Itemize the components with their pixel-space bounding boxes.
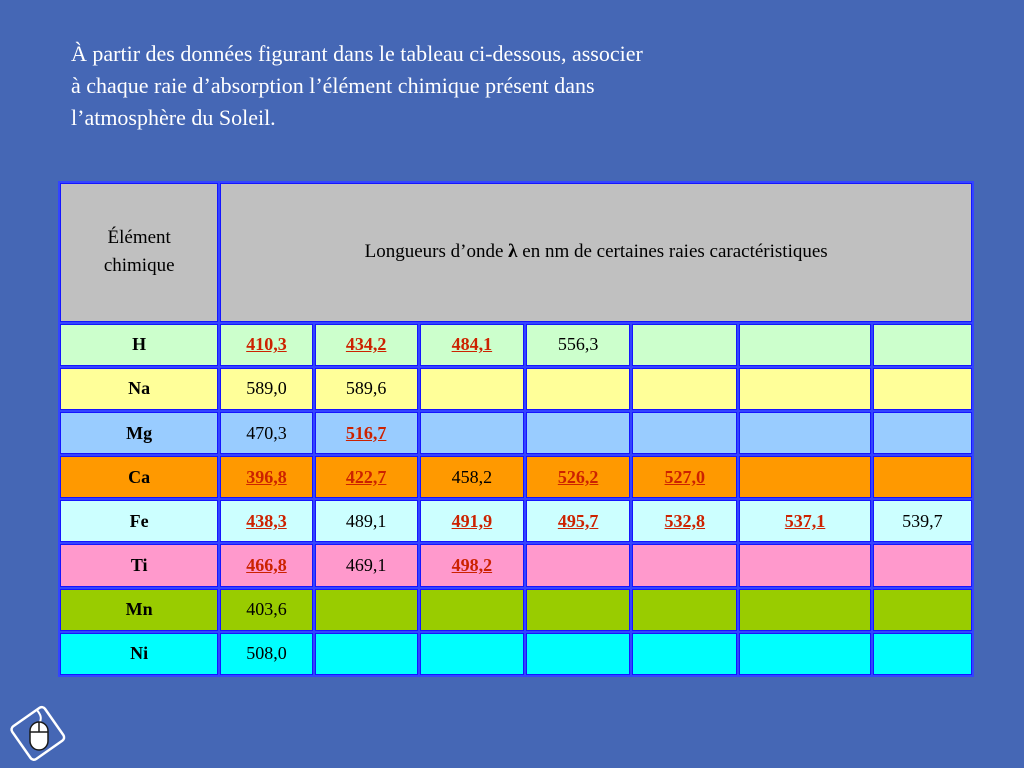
table-header-row	[60, 183, 972, 322]
wavelength-cell	[739, 500, 870, 542]
wavelength-cell	[526, 456, 630, 498]
wavelength-value: 495,7	[557, 510, 599, 531]
wavelength-cell	[632, 412, 737, 454]
wavelength-cell	[220, 500, 312, 542]
wavelength-value: 438,3	[246, 510, 287, 531]
wavelength-cell	[632, 544, 737, 586]
instructions-text	[71, 38, 851, 134]
element-cell: Mn	[60, 589, 218, 631]
wavelength-cell	[315, 456, 418, 498]
wavelength-cell	[315, 324, 418, 366]
header-wavelength-pre: Longueurs d’onde	[364, 241, 509, 263]
wavelength-cell	[220, 412, 312, 454]
header-element-cell	[60, 183, 218, 322]
wavelength-cell	[315, 544, 418, 586]
instructions-line-2: à chaque raie d’absorption l’élément chimique présent dans	[71, 73, 595, 98]
wavelength-cell	[526, 544, 630, 586]
wavelength-cell	[873, 412, 972, 454]
wavelength-cell	[632, 456, 737, 498]
wavelength-value: 532,8	[664, 510, 706, 531]
wavelength-cell	[315, 589, 418, 631]
wavelength-value: 434,2	[345, 334, 387, 355]
wavelength-value: 489,1	[345, 510, 387, 531]
wavelength-value: 491,9	[451, 510, 493, 531]
wavelength-cell	[739, 368, 870, 410]
wavelength-value: 484,1	[451, 334, 493, 355]
wavelength-cell	[420, 633, 524, 675]
wavelength-cell	[420, 324, 524, 366]
wavelength-value: 469,1	[345, 555, 387, 576]
wavelength-cell	[526, 412, 630, 454]
wavelength-value: 403,6	[246, 599, 287, 620]
element-cell: Mg	[60, 412, 218, 454]
wavelength-cell	[873, 544, 972, 586]
wavelength-cell	[632, 368, 737, 410]
table-row-ni	[60, 633, 972, 675]
wavelength-cell	[526, 500, 630, 542]
wavelength-cell	[315, 368, 418, 410]
wavelength-value: 466,8	[246, 555, 287, 576]
wavelength-value: 537,1	[784, 510, 826, 531]
wavelength-cell	[526, 589, 630, 631]
wavelength-value: 410,3	[246, 334, 287, 355]
wavelength-value: 539,7	[902, 510, 943, 531]
wavelength-value: 516,7	[345, 422, 387, 443]
spectral-lines-table	[58, 181, 974, 677]
wavelength-cell	[739, 633, 870, 675]
table-row-mn	[60, 589, 972, 631]
wavelength-cell	[315, 633, 418, 675]
header-element-line-2: chimique	[103, 255, 175, 277]
lambda-symbol: λ	[508, 241, 518, 263]
wavelength-cell	[315, 500, 418, 542]
instructions-line-1: À partir des données figurant dans le tableau ci-dessous, associer	[71, 41, 643, 66]
table-row-ti	[60, 544, 972, 586]
mouse-icon[interactable]	[4, 700, 70, 764]
wavelength-cell	[420, 412, 524, 454]
wavelength-value: 556,3	[557, 334, 599, 355]
wavelength-cell	[873, 368, 972, 410]
wavelength-cell	[420, 368, 524, 410]
wavelength-cell	[739, 324, 870, 366]
wavelength-cell	[420, 589, 524, 631]
wavelength-cell	[873, 500, 972, 542]
wavelength-cell	[632, 324, 737, 366]
element-cell: Ti	[60, 544, 218, 586]
wavelength-cell	[220, 368, 312, 410]
element-cell: Ca	[60, 456, 218, 498]
wavelength-cell	[526, 324, 630, 366]
wavelength-value: 498,2	[451, 555, 493, 576]
wavelength-cell	[739, 456, 870, 498]
wavelength-value: 422,7	[345, 466, 387, 487]
wavelength-value: 458,2	[451, 466, 493, 487]
wavelength-value: 508,0	[246, 643, 287, 664]
wavelength-cell	[220, 589, 312, 631]
wavelength-value: 589,6	[345, 378, 387, 399]
wavelength-cell	[632, 633, 737, 675]
wavelength-cell	[420, 500, 524, 542]
table-row-h	[60, 324, 972, 366]
element-cell: Na	[60, 368, 218, 410]
header-wavelength-post: en nm de certaines raies caractéristiques	[517, 241, 828, 263]
element-cell: Fe	[60, 500, 218, 542]
table-row-mg	[60, 412, 972, 454]
element-cell: H	[60, 324, 218, 366]
wavelength-cell	[739, 412, 870, 454]
wavelength-cell	[873, 456, 972, 498]
table-row-ca	[60, 456, 972, 498]
wavelength-value: 527,0	[664, 466, 706, 487]
table-row-na	[60, 368, 972, 410]
wavelength-cell	[526, 368, 630, 410]
wavelength-value: 470,3	[246, 422, 287, 443]
wavelength-cell	[420, 456, 524, 498]
element-cell: Ni	[60, 633, 218, 675]
wavelength-cell	[220, 324, 312, 366]
wavelength-cell	[315, 412, 418, 454]
wavelength-cell	[526, 633, 630, 675]
wavelength-cell	[632, 500, 737, 542]
header-element-line-1: Élément	[107, 227, 171, 249]
wavelength-cell	[739, 544, 870, 586]
wavelength-cell	[873, 324, 972, 366]
header-wavelength-cell	[220, 183, 972, 322]
wavelength-cell	[873, 633, 972, 675]
wavelength-cell	[220, 544, 312, 586]
wavelength-cell	[739, 589, 870, 631]
wavelength-cell	[220, 456, 312, 498]
wavelength-cell	[420, 544, 524, 586]
wavelength-value: 526,2	[557, 466, 599, 487]
wavelength-value: 589,0	[246, 378, 287, 399]
wavelength-cell	[873, 589, 972, 631]
table-row-fe	[60, 500, 972, 542]
wavelength-value: 396,8	[246, 466, 287, 487]
instructions-line-3: l’atmosphère du Soleil.	[71, 105, 276, 130]
wavelength-cell	[220, 633, 312, 675]
wavelength-cell	[632, 589, 737, 631]
